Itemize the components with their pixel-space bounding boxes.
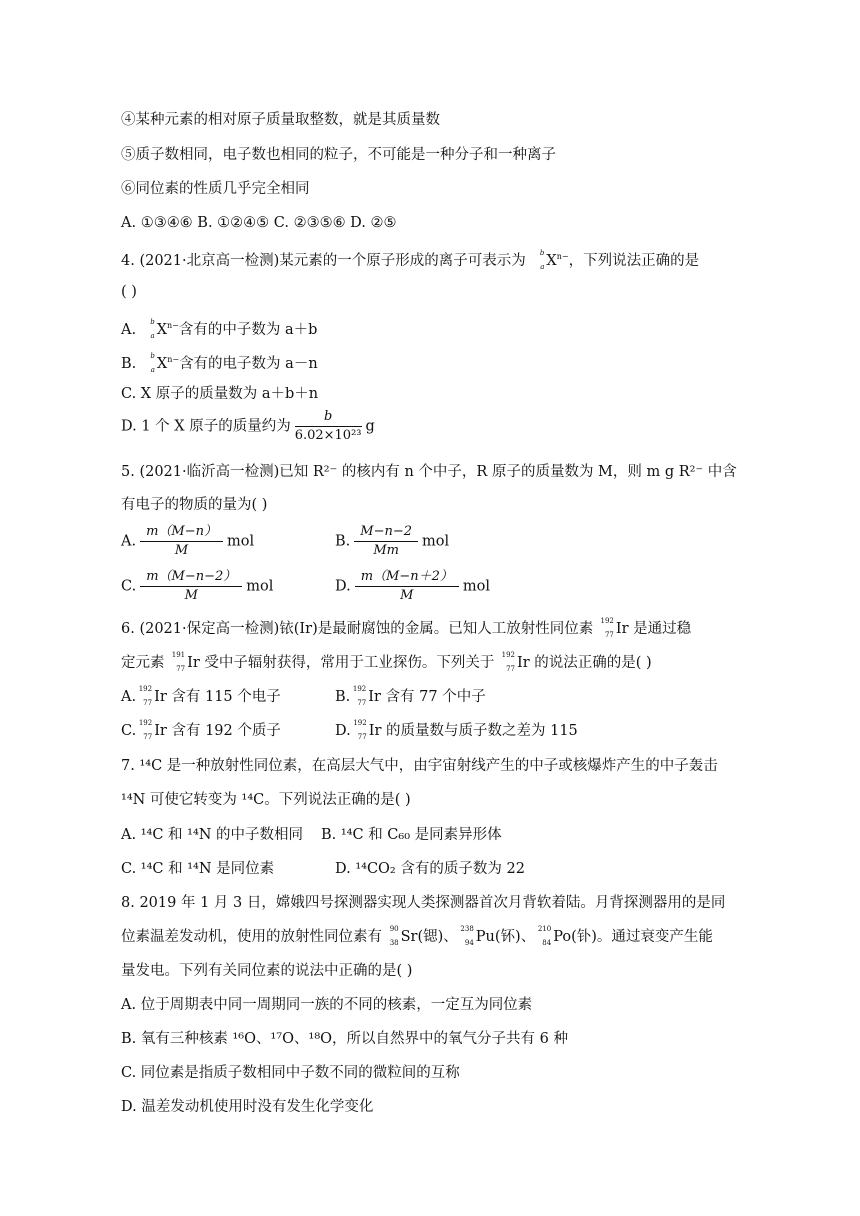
q4-stem-text: 4. (2021·北京高一检测)某元素的一个原子形成的离子可表示为 xyxy=(121,252,526,269)
q4-option-c: C. X 原子的质量数为 a＋b＋n xyxy=(121,386,319,402)
q4-option-d: D. 1 个 X 原子的质量约为 $\frac{b}{\text{6.02×10²³}}$ g xyxy=(121,409,375,443)
q6-option-d: D. 192 77 Ir 的质量数与质子数之差为 115 xyxy=(335,719,578,741)
q8-stem-line1: 8. 2019 年 1 月 3 日，嫦娥四号探测器实现人类探测器首次月背软着陆。月背探测器用的是同 xyxy=(121,895,726,911)
statement-6: ⑥同位素的性质几乎完全相同 xyxy=(121,181,310,197)
q8-option-d: D. 温差发动机使用时没有发生化学变化 xyxy=(121,1099,374,1115)
q4-d-fraction: $\frac{b}{\text{6.02×10²³}}$ xyxy=(294,409,362,443)
q4-option-b: B. b a $X^{n-}$含有的电子数为 a－n xyxy=(121,351,318,374)
q4-paren: ( ) xyxy=(121,284,137,300)
q7-option-a: A. ¹⁴C 和 ¹⁴N 的中子数相同 xyxy=(121,827,304,843)
q8-option-b: B. 氧有三种核素 ¹⁶O、¹⁷O、¹⁸O，所以自然界中的氧气分子共有 6 种 xyxy=(121,1031,568,1047)
q8-stem-line2: 位素温差发动机，使用的放射性同位素有 90 38 Sr(锶)、 238 94 Pu(钚)、 210 84 Po(钋)。通过衰变产生能 xyxy=(121,925,713,947)
q8-option-c: C. 同位素是指质子数相同中子数不同的微粒间的互称 xyxy=(121,1065,460,1081)
q5-stem-line1: 5. (2021·临沂高一检测)已知 R²⁻ 的核内有 n 个中子，R 原子的质量数为 M，则 m g R²⁻ 中含 xyxy=(121,464,737,480)
q3-options: A. ①③④⑥ B. ①②④⑤ C. ②③⑤⑥ D. ②⑤ xyxy=(121,215,397,231)
q4-option-a: A. b a $X^{n-}$含有的中子数为 a＋b xyxy=(121,317,318,340)
q7-option-b: B. ¹⁴C 和 C₆₀ 是同素异形体 xyxy=(321,827,502,843)
q7-option-d: D. ¹⁴CO₂ 含有的质子数为 22 xyxy=(335,861,525,877)
q6-stem-line2: 定元素 191 77 Ir 受中子辐射获得，常用于工业探伤。下列关于 192 77 Ir 的说法正确的是( ) xyxy=(121,651,652,673)
q4-isotope: b a xyxy=(539,248,545,271)
q6-stem-line1: 6. (2021·保定高一检测)铱(Ir)是最耐腐蚀的金属。已知人工放射性同位素 192 77 Ir 是通过稳 xyxy=(121,617,692,639)
q5-stem-line2: 有电子的物质的量为( ) xyxy=(121,497,268,513)
q6-option-c: C. 192 77 Ir 含有 192 个质子 xyxy=(121,719,281,741)
q5-option-b: B. $\frac{M-n-2}{Mm}$ mol xyxy=(335,524,450,558)
statement-5: ⑤质子数相同，电子数也相同的粒子，不可能是一种分子和一种离子 xyxy=(121,147,556,163)
q8-option-a: A. 位于周期表中同一周期同一族的不同的核素，一定互为同位素 xyxy=(121,997,533,1013)
q7-option-c: C. ¹⁴C 和 ¹⁴N 是同位素 xyxy=(121,861,275,877)
q8-stem-line3: 量发电。下列有关同位素的说法中正确的是( ) xyxy=(121,963,413,979)
q5-option-d: D. $\frac{m(M-n+2)}{M}$ mol xyxy=(335,569,491,603)
q7-stem-line2: ¹⁴N 可使它转变为 ¹⁴C。下列说法正确的是( ) xyxy=(121,792,411,808)
q5-option-a: A. $\frac{m(M-n)}{M}$ mol xyxy=(121,524,255,558)
q5-option-c: C. $\frac{m(M-n-2)}{M}$ mol xyxy=(121,569,274,603)
q6-option-a: A. 192 77 Ir 含有 115 个电子 xyxy=(121,685,281,707)
q6-option-b: B. 192 77 Ir 含有 77 个中子 xyxy=(335,685,486,707)
statement-4: ④某种元素的相对原子质量取整数，就是其质量数 xyxy=(121,112,440,128)
q7-stem-line1: 7. ¹⁴C 是一种放射性同位素，在高层大气中，由宇宙射线产生的中子或核爆炸产生的中子轰击 xyxy=(121,758,718,774)
q4-stem: 4. (2021·北京高一检测)某元素的一个原子形成的离子可表示为 b a $X^{n-}$，下列说法正确的是 xyxy=(121,248,700,271)
